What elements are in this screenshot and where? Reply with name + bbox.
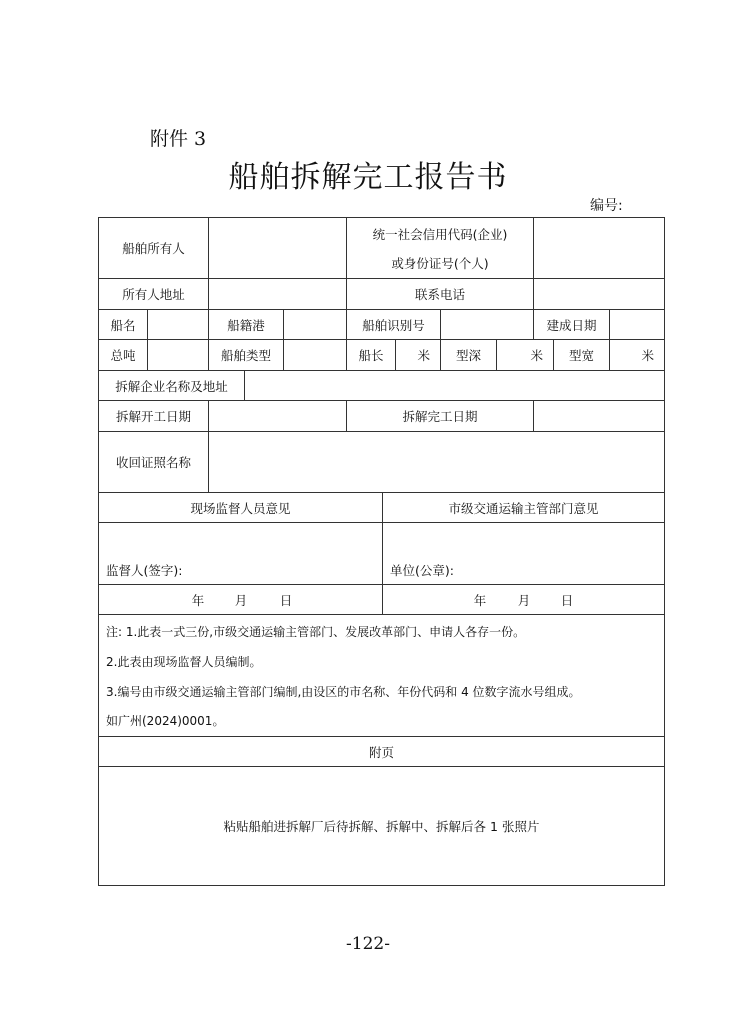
authority-date-year: 年	[473, 592, 487, 608]
start-date-field[interactable]	[209, 401, 346, 431]
appendix-label: 附页	[368, 744, 394, 760]
ship-length-label: 船长	[358, 348, 384, 363]
build-date-label: 建成日期	[546, 317, 597, 333]
gross-tonnage-label: 总吨	[110, 348, 136, 363]
note-line-3: 3.编号由市级交通运输主管部门编制,由设区的市名称、年份代码和 4 位数字流水号组成。	[106, 684, 581, 699]
certificate-field[interactable]	[209, 432, 664, 492]
registry-port-label: 船籍港	[227, 317, 265, 333]
breadth-label: 型宽	[568, 348, 594, 363]
note-line-2: 2.此表由现场监督人员编制。	[106, 654, 262, 669]
phone-field[interactable]	[534, 279, 664, 309]
table-rule	[664, 217, 665, 886]
credit-code-value-field[interactable]	[534, 218, 664, 278]
note-line-1: 注: 1.此表一式三份,市级交通运输主管部门、发展改革部门、申请人各存一份。	[106, 624, 526, 639]
registry-port-field[interactable]	[284, 310, 346, 339]
credit-code-label-line2: 或身份证号(个人)	[391, 256, 489, 271]
dismantler-label: 拆解企业名称及地址	[115, 378, 228, 394]
ship-name-field[interactable]	[148, 310, 208, 339]
ship-length-unit: 米	[417, 348, 430, 363]
depth-unit: 米	[530, 348, 543, 363]
unit-seal-label: 单位(公章):	[390, 563, 454, 578]
supervisor-date-month: 月	[234, 592, 248, 608]
serial-number-label: 编号:	[590, 198, 623, 214]
finish-date-label: 拆解完工日期	[402, 409, 478, 424]
dismantler-field[interactable]	[245, 371, 664, 400]
breadth-unit: 米	[641, 348, 654, 363]
credit-code-label-line1: 统一社会信用代码(企业)	[372, 227, 508, 242]
gross-tonnage-field[interactable]	[148, 340, 208, 370]
photo-instruction: 粘贴船舶进拆解厂后待拆解、拆解中、拆解后各 1 张照片	[223, 819, 540, 834]
ship-type-label: 船舶类型	[220, 348, 271, 363]
page-number: -122-	[346, 934, 390, 954]
certificate-label: 收回证照名称	[115, 455, 191, 470]
table-rule	[98, 885, 665, 886]
authority-opinion-label: 市级交通运输主管部门意见	[448, 500, 599, 516]
owner-value-field[interactable]	[209, 218, 346, 278]
authority-date-day: 日	[560, 592, 574, 608]
ship-name-label: 船名	[110, 317, 136, 333]
table-rule	[98, 614, 665, 615]
ship-id-field[interactable]	[441, 310, 533, 339]
ship-type-field[interactable]	[284, 340, 346, 370]
owner-label: 船舶所有人	[122, 241, 185, 256]
start-date-label: 拆解开工日期	[115, 409, 191, 424]
ship-id-label: 船舶识别号	[362, 317, 425, 333]
phone-label: 联系电话	[414, 287, 465, 302]
supervisor-opinion-label: 现场监督人员意见	[190, 500, 291, 516]
owner-address-label: 所有人地址	[122, 287, 185, 302]
finish-date-field[interactable]	[534, 401, 664, 431]
owner-address-field[interactable]	[209, 279, 346, 309]
attachment-label: 附件 3	[150, 128, 207, 150]
build-date-field[interactable]	[610, 310, 664, 339]
supervisor-date-year: 年	[191, 592, 205, 608]
page-title: 船舶拆解完工报告书	[228, 160, 508, 195]
depth-label: 型深	[455, 348, 481, 363]
authority-date-month: 月	[517, 592, 531, 608]
supervisor-date-day: 日	[279, 592, 293, 608]
note-line-4: 如广州(2024)0001。	[106, 713, 225, 728]
supervisor-sign-label: 监督人(签字):	[106, 563, 183, 578]
